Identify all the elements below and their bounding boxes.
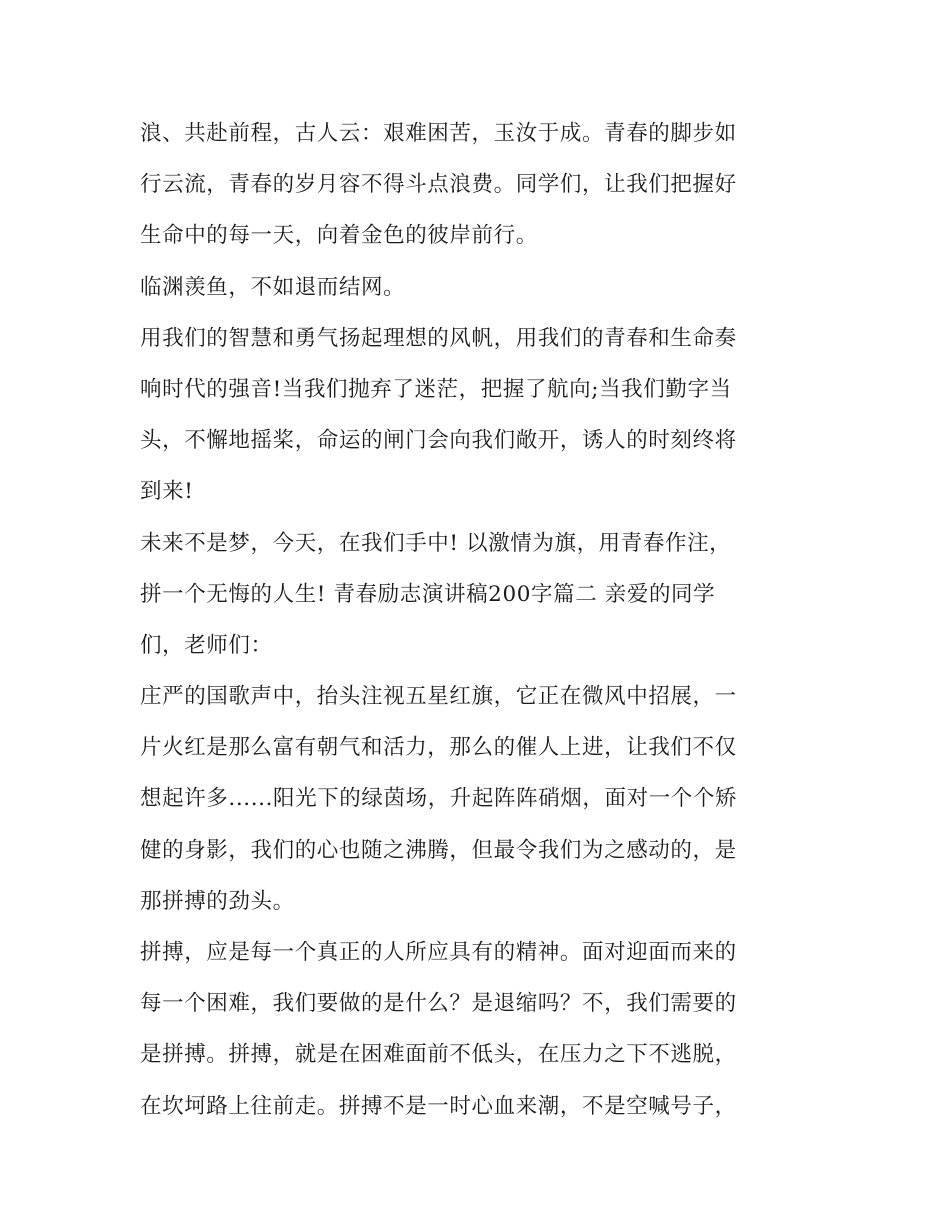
text-line: 生命中的每一天，向着金色的彼岸前行。: [140, 223, 538, 249]
text-line: 每一个困难，我们要做的是什么？是退缩吗？不，我们需要的: [140, 991, 737, 1017]
text-line: 未来不是梦，今天，在我们手中! 以激情为旗，用青春作注，: [140, 530, 732, 556]
text-line: 健的身影，我们的心也随之沸腾，但最令我们为之感动的，是: [140, 837, 737, 863]
text-line: 在坎坷路上往前走。拼搏不是一时心血来潮，不是空喊号子，: [140, 1093, 737, 1119]
text-line: 那拼搏的劲头。: [140, 888, 295, 914]
text-line: 浪、共赴前程，古人云：艰难困苦，玉汝于成。青春的脚步如: [140, 121, 737, 146]
text-line: 庄严的国歌声中，抬头注视五星红旗，它正在微风中招展，一: [140, 684, 737, 710]
text-line: 用我们的智慧和勇气扬起理想的风帆，用我们的青春和生命奏: [140, 325, 737, 351]
text-line: 到来!: [140, 479, 194, 505]
text-line: 们，老师们：: [140, 632, 273, 658]
text-line: 头，不懈地摇桨，命运的闸门会向我们敞开，诱人的时刻终将: [140, 428, 737, 454]
text-line: 想起许多......阳光下的绿茵场，升起阵阵硝烟，面对一个个矫: [140, 786, 738, 812]
text-line: 是拼搏。拼搏，就是在困难面前不低头，在压力之下不逃脱，: [140, 1042, 737, 1068]
text-line: 片火红是那么富有朝气和活力，那么的催人上进，让我们不仅: [140, 735, 737, 761]
text-line: 行云流，青春的岁月容不得斗点浪费。同学们，让我们把握好: [140, 172, 737, 198]
text-line: 拼搏，应是每一个真正的人所应具有的精神。面对迎面而来的: [140, 940, 737, 965]
text-line: 响时代的强音!当我们抛弃了迷茫，把握了航向;当我们勤字当: [140, 376, 732, 402]
text-line: 临渊羡鱼，不如退而结网。: [140, 274, 406, 300]
body-text: [140, 108, 830, 1132]
text-line: 拼一个无悔的人生! 青春励志演讲稿200字篇二 亲爱的同学: [140, 581, 716, 607]
